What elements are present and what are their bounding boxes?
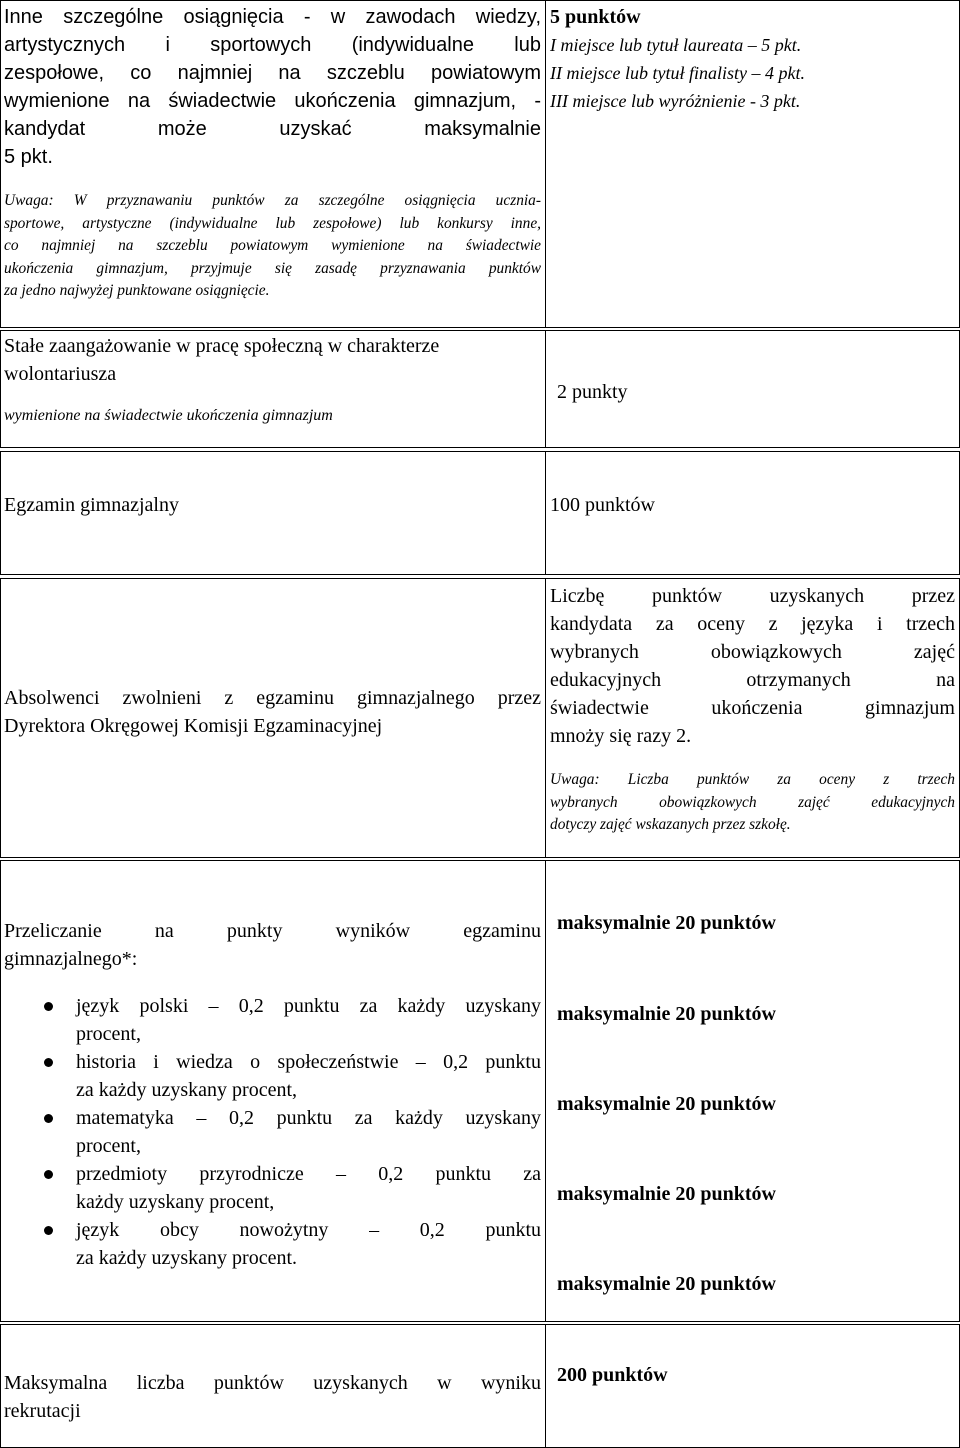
max-points-label: maksymalnie 20 punktów <box>557 1003 776 1025</box>
row2-title-line: wolontariusza <box>4 363 117 385</box>
subject-list <box>4 992 541 1272</box>
subject-item-math <box>4 1104 541 1160</box>
row2-title-line: Stałe zaangażowanie w pracę społeczną w charakterze <box>4 335 440 357</box>
max-points-label: maksymalnie 20 punktów <box>557 912 776 934</box>
row4-right-line: edukacyjnych otrzymanych na <box>550 669 955 691</box>
bullet-icon <box>44 1170 53 1179</box>
row6-title-line: rekrutacji <box>4 1400 81 1422</box>
subject-item-history <box>4 1048 541 1104</box>
row1-line: artystycznych i sportowych (indywidualne lub <box>4 34 541 56</box>
row1-achievements-text <box>4 3 541 171</box>
row4-left-line: Dyrektora Okręgowej Komisji Egzaminacyjnej <box>4 715 383 737</box>
subject-line: język polski – 0,2 punktu za każdy uzyskany <box>76 995 541 1017</box>
note-line: ukończenia gimnazjum, przyjmuje się zasadę przyznawania punktów <box>4 259 541 277</box>
subject-line: przedmioty przyrodnicze – 0,2 punktu za <box>76 1163 541 1185</box>
row4-exempt-text <box>4 684 541 740</box>
row4-right-line: mnoży się razy 2. <box>550 725 692 747</box>
row4-note <box>550 769 955 837</box>
row5-title-line: gimnazjalnego*: <box>4 948 138 970</box>
row5-title <box>4 917 541 973</box>
row1-line: zespołowe, co najmniej na szczeblu powiatowym <box>4 62 541 84</box>
subject-item-science <box>4 1160 541 1216</box>
subject-item-foreign-language <box>4 1216 541 1272</box>
row1-line: Inne szczególne osiągnięcia - w zawodach wiedzy, <box>4 6 541 28</box>
row4-right-line: kandydata za oceny z języka i trzech <box>550 613 955 635</box>
row2-title <box>4 332 541 388</box>
row1-points-block <box>550 3 955 115</box>
row6-title <box>4 1369 541 1425</box>
bullet-icon <box>44 1002 53 1011</box>
row3-points: 100 punktów <box>550 494 655 516</box>
note-line: co najmniej na szczeblu powiatowym wymienione na świadectwie <box>4 237 541 254</box>
note-line: dotyczy zajęć wskazanych przez szkołę. <box>550 816 791 833</box>
max-points-label: maksymalnie 20 punktów <box>557 1183 776 1205</box>
row2-subtitle: wymienione na świadectwie ukończenia gimnazjum <box>4 407 333 424</box>
row4-right-line: wybranych obowiązkowych zajęć <box>550 641 955 663</box>
row1-line: 5 pkt. <box>4 146 53 168</box>
row3-title: Egzamin gimnazjalny <box>4 494 179 516</box>
row1-line: wymienione na świadectwie ukończenia gimnazjum, - <box>4 90 541 112</box>
note-line: sportowe, artystyczne (indywidualne lub zespołowe) lub konkursy inne, <box>4 214 541 232</box>
subject-line: za każdy uzyskany procent. <box>76 1247 298 1269</box>
row6-title-line: Maksymalna liczba punktów uzyskanych w wyniku <box>4 1372 541 1394</box>
subject-line: każdy uzyskany procent, <box>76 1191 275 1213</box>
row4-right-line: świadectwie ukończenia gimnazjum <box>550 697 955 719</box>
row4-rule-text <box>550 582 955 750</box>
note-line: Uwaga: W przyznawaniu punktów za szczególne osiągnięcia ucznia- <box>4 192 541 209</box>
max-points-label: maksymalnie 20 punktów <box>557 1093 776 1115</box>
bullet-icon <box>44 1058 53 1067</box>
bullet-icon <box>44 1114 53 1123</box>
subject-line: język obcy nowożytny – 0,2 punktu <box>76 1219 541 1241</box>
row1-points-title: 5 punktów <box>550 6 641 28</box>
row2-points: 2 punkty <box>557 381 628 403</box>
row5-title-line: Przeliczanie na punkty wyników egzaminu <box>4 920 541 942</box>
row6-points: 200 punktów <box>557 1364 668 1386</box>
subject-line: za każdy uzyskany procent, <box>76 1079 298 1101</box>
row4-right-line: Liczbę punktów uzyskanych przez <box>550 585 955 607</box>
row4-left-line: Absolwenci zwolnieni z egzaminu gimnazjalnego przez <box>4 687 541 709</box>
max-points-label: maksymalnie 20 punktów <box>557 1273 776 1295</box>
place-item: I miejsce lub tytuł laureata – 5 pkt. <box>550 35 802 55</box>
place-item: II miejsce lub tytuł finalisty – 4 pkt. <box>550 63 805 83</box>
row1-line: kandydat może uzyskać maksymalnie <box>4 118 541 140</box>
bullet-icon <box>44 1226 53 1235</box>
subject-line: historia i wiedza o społeczeństwie – 0,2 punktu <box>76 1051 541 1073</box>
subject-line: matematyka – 0,2 punktu za każdy uzyskany <box>76 1107 541 1129</box>
subject-line: procent, <box>76 1135 141 1157</box>
note-line: wybranych obowiązkowych zajęć edukacyjnych <box>550 793 955 811</box>
place-item: III miejsce lub wyróżnienie - 3 pkt. <box>550 91 801 111</box>
note-line: za jedno najwyżej punktowane osiągnięcie. <box>4 282 270 299</box>
note-line: Uwaga: Liczba punktów za oceny z trzech <box>550 771 955 788</box>
subject-line: procent, <box>76 1023 141 1045</box>
row1-note <box>4 190 541 303</box>
subject-item-polish <box>4 992 541 1048</box>
